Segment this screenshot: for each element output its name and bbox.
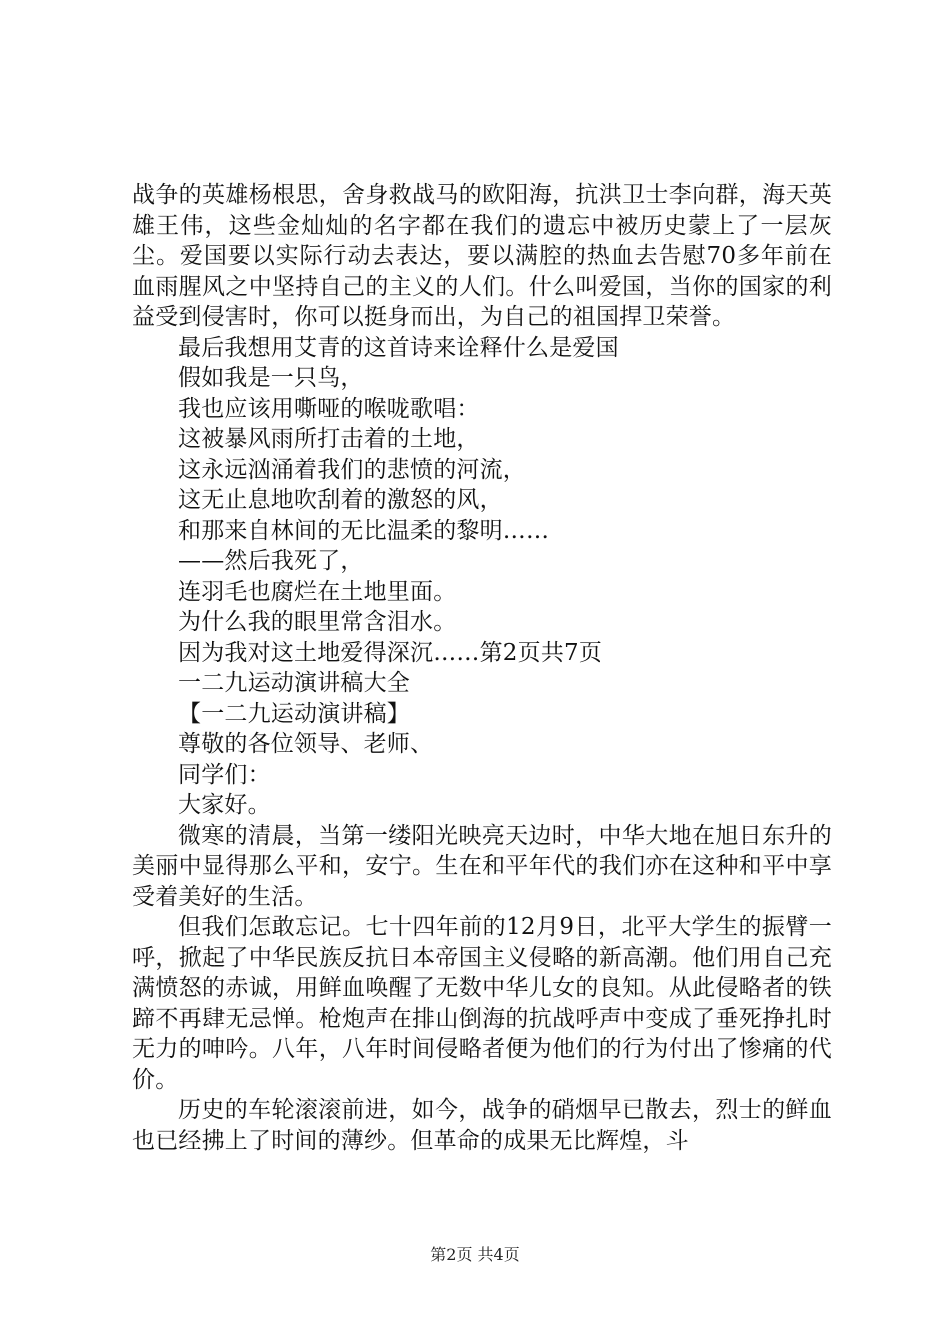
section-title: 一二九运动演讲稿大全 <box>178 670 410 696</box>
poem-line: 这被暴风雨所打击着的土地， <box>178 426 480 452</box>
poem-line: 假如我是一只鸟， <box>178 365 364 391</box>
poem-line: 我也应该用嘶哑的喉咙歌唱： <box>178 395 480 422</box>
speech-title: 【一二九运动演讲稿】 <box>178 700 410 727</box>
speech-paragraph: 历史的车轮滚滚前进，如今，战争的硝烟早已散去，烈士的鲜血也已经拂上了时间的薄纱。但革命的成果无比辉煌，斗 <box>132 1097 832 1154</box>
document-body <box>132 180 832 1156</box>
speech-paragraph: 但我们怎敢忘记。七十四年前的12月9日，北平大学生的振臂一呼，掀起了中华民族反抗日本帝国主义侵略的新高潮。他们用自己充满愤怒的赤诚，用鲜血唤醒了无数中华儿女的良知。从此侵略者的铁蹄不再肆无忌惮。枪炮声在排山倒海的抗战呼声中变成了垂死挣扎时无力的呻吟。八年，八年时间侵略者便为他们的行为付出了惨痛的代价。 <box>132 914 832 1093</box>
greeting-line: 大家好。 <box>178 792 271 818</box>
salutation-line: 同学们： <box>178 761 271 788</box>
page-footer: 第2页 共4页 <box>430 1245 520 1264</box>
speech-paragraph: 微寒的清晨，当第一缕阳光映亮天边时，中华大地在旭日东升的美丽中显得那么平和，安宁。生在和平年代的我们亦在这种和平中享受着美好的生活。 <box>132 822 832 910</box>
poem-line: ——然后我死了， <box>178 548 364 574</box>
poem-line: 为什么我的眼里常含泪水。 <box>178 609 457 635</box>
poem-line: 和那来自林间的无比温柔的黎明…… <box>178 517 550 544</box>
poem-intro-line: 最后我想用艾青的这首诗来诠释什么是爱国 <box>178 334 619 361</box>
salutation-line: 尊敬的各位领导、老师、 <box>178 731 434 757</box>
poem-line: 因为我对这土地爱得深沉……第2页共7页 <box>178 639 603 666</box>
poem-line: 这永远汹涌着我们的悲愤的河流， <box>178 456 526 483</box>
poem-line: 这无止息地吹刮着的激怒的风， <box>178 487 503 513</box>
opening-paragraph: 战争的英雄杨根思，舍身救战马的欧阳海，抗洪卫士李向群，海天英雄王伟，这些金灿灿的名字都在我们的遗忘中被历史蒙上了一层灰尘。爱国要以实际行动去表达，要以满腔的热血去告慰70多年前在血雨腥风之中坚持自己的主义的人们。什么叫爱国，当你的国家的利益受到侵害时，你可以挺身而出，为自己的祖国捍卫荣誉。 <box>132 182 832 330</box>
poem-line: 连羽毛也腐烂在土地里面。 <box>178 578 457 605</box>
